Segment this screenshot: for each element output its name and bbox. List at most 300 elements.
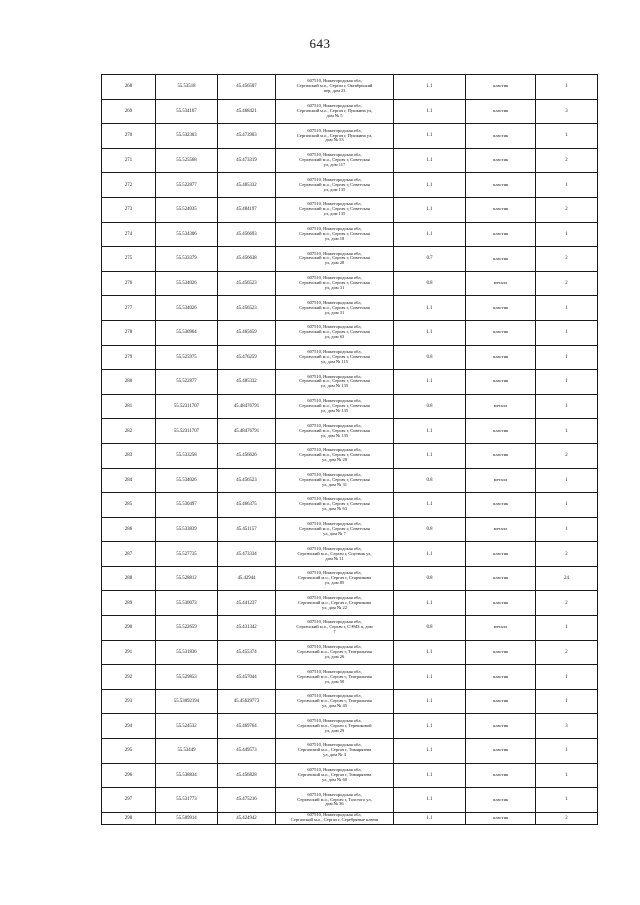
table-row [102, 468, 598, 493]
table-row [102, 148, 598, 173]
cell-material: пластик [466, 493, 536, 518]
cell-volume: 0.8 [394, 394, 466, 419]
cell-address [276, 419, 394, 444]
cell-longitude: 45.466375 [218, 493, 276, 518]
cell-number: 271 [102, 148, 156, 173]
cell-count: 1 [536, 173, 598, 198]
address-line: 607510, Нижегородская обл, [307, 767, 362, 773]
cell-address [276, 296, 394, 321]
cell-latitude: 55.524035 [156, 197, 218, 222]
table-body [102, 75, 598, 825]
address-line: Сергачский м.о., Сергач г, Советская [299, 427, 370, 433]
cell-material: пластик [466, 99, 536, 124]
cell-material: пластик [466, 247, 536, 272]
address-line: 607510, Нижегородская обл, [307, 594, 362, 600]
cell-count: 2 [536, 640, 598, 665]
address-line: 607510, Нижегородская обл, [307, 78, 362, 84]
address-line: Сергачский м.о., Сергач г, Советская [299, 378, 370, 384]
cell-latitude: 55.527735 [156, 542, 218, 567]
table-row [102, 419, 598, 444]
cell-longitude: 45.456523 [218, 296, 276, 321]
page-number: 643 [309, 36, 331, 51]
cell-address [276, 75, 394, 100]
cell-number: 291 [102, 640, 156, 665]
cell-number: 297 [102, 788, 156, 813]
cell-volume: 1.1 [394, 788, 466, 813]
table-row [102, 443, 598, 468]
address-line: Сергачский м.о., Сергач г, Театральная [297, 698, 372, 704]
cell-address [276, 99, 394, 124]
cell-longitude: 45.48476791 [218, 394, 276, 419]
cell-volume: 0.8 [394, 517, 466, 542]
table-row [102, 763, 598, 788]
cell-longitude: 45.441237 [218, 591, 276, 616]
table-row [102, 173, 598, 198]
cell-longitude: 45.475216 [218, 788, 276, 813]
table-row [102, 517, 598, 542]
address-line: ул, дом 135 [323, 211, 346, 217]
address-line: Сергачский м.о., Сергач г, Пушкина ул, [296, 107, 373, 113]
table-row [102, 247, 598, 272]
address-line: 607510, Нижегородская обл, [307, 570, 362, 576]
cell-volume: 1.1 [394, 419, 466, 444]
cell-material: пластик [466, 665, 536, 690]
address-line: 607510, Нижегородская обл, [307, 373, 362, 379]
cell-address [276, 247, 394, 272]
address-line: Сергачский м.о., Сергач г, Советская [299, 526, 370, 532]
cell-count: 2 [536, 591, 598, 616]
cell-longitude: 45.456523 [218, 468, 276, 493]
cell-material: пластик [466, 640, 536, 665]
cell-volume: 0.7 [394, 247, 466, 272]
cell-volume: 1.1 [394, 124, 466, 149]
cell-latitude: 55.531836 [156, 640, 218, 665]
cell-volume: 1.1 [394, 148, 466, 173]
table-row [102, 75, 598, 100]
cell-volume: 0.8 [394, 271, 466, 296]
address-line: 607510, Нижегородская обл, [307, 447, 362, 453]
cell-latitude: 55.529853 [156, 665, 218, 690]
cell-number: 275 [102, 247, 156, 272]
table-row [102, 616, 598, 641]
cell-longitude: 45.473319 [218, 148, 276, 173]
address-line: Сергачский м.о., Сергач г, Советская [299, 403, 370, 409]
cell-material: пластик [466, 812, 536, 824]
cell-volume: 1.1 [394, 763, 466, 788]
address-line: ул, дом 26 [324, 653, 345, 659]
address-line: ул, дом № 135 [320, 432, 349, 438]
address-line: Сергачский м.о., Сергач г, Театральная [297, 673, 372, 679]
address-line: Сергачский м.о., Сергач г, Тимирязева [297, 771, 372, 777]
cell-latitude: 55.534107 [156, 99, 218, 124]
cell-count: 1 [536, 468, 598, 493]
cell-address [276, 370, 394, 395]
cell-latitude: 55.509914 [156, 812, 218, 824]
cell-longitude: 45.465659 [218, 320, 276, 345]
table-row [102, 812, 598, 824]
cell-count: 1 [536, 763, 598, 788]
cell-longitude: 45.424942 [218, 812, 276, 824]
cell-count: 1 [536, 689, 598, 714]
table-row [102, 640, 598, 665]
address-line: дом № 36 [325, 801, 344, 807]
cell-number: 287 [102, 542, 156, 567]
register-table-wrapper [101, 74, 597, 825]
address-line: ул, дом 29 [324, 727, 345, 733]
address-line: 607510, Нижегородская обл, [307, 545, 362, 551]
address-line: Сергачский м.о., Сергач г, Театральная [297, 648, 372, 654]
address-line: ул, дом 31 [324, 285, 345, 291]
table-row [102, 296, 598, 321]
address-line: ул, дом № 63 [322, 506, 347, 512]
address-line: Сергачский м.о., Сергач г, Советская [299, 476, 370, 482]
cell-number: 286 [102, 517, 156, 542]
address-line: 607510, Нижегородская обл, [307, 471, 362, 477]
address-line: Сергачский м.о., Сергач г, Старчикова [298, 599, 371, 605]
address-line: Сергачский м.о., Сергач г, Советская [299, 329, 370, 335]
table-row [102, 124, 598, 149]
cell-number: 273 [102, 197, 156, 222]
cell-longitude: 45.457044 [218, 665, 276, 690]
cell-material: пластик [466, 714, 536, 739]
address-line: Сергачский м.о., Сергач г, Старчикова [298, 575, 371, 581]
cell-number: 277 [102, 296, 156, 321]
cell-count: 1 [536, 493, 598, 518]
address-line: 607510, Нижегородская обл, [307, 791, 362, 797]
cell-latitude: 55.530073 [156, 591, 218, 616]
address-line: ул, дом № 22 [322, 604, 347, 610]
cell-latitude: 55.52311707 [156, 394, 218, 419]
cell-longitude: 45.476259 [218, 345, 276, 370]
cell-material: пластик [466, 296, 536, 321]
address-line: ул, дом 117 [323, 162, 346, 168]
cell-address [276, 517, 394, 542]
cell-volume: 0.8 [394, 616, 466, 641]
register-table [101, 74, 598, 825]
table-row [102, 665, 598, 690]
address-line: Сергачский м.о., Сергач г, Советская [299, 157, 370, 163]
cell-volume: 1.1 [394, 75, 466, 100]
cell-number: 280 [102, 370, 156, 395]
cell-number: 293 [102, 689, 156, 714]
cell-count: 3 [536, 99, 598, 124]
address-line: 607510, Нижегородская обл, [307, 127, 362, 133]
address-line: 607510, Нижегородская обл, [307, 102, 362, 108]
cell-volume: 1.1 [394, 689, 466, 714]
address-line: 7 [333, 629, 336, 635]
cell-number: 295 [102, 739, 156, 764]
cell-latitude: 55.522659 [156, 616, 218, 641]
table-row [102, 197, 598, 222]
address-line: Сергачский м.о., Сергач г, Тимирязева [297, 747, 372, 753]
address-line: 607510, Нижегородская обл, [307, 422, 362, 428]
address-line: Сергачский м.о., Сергач г, Советская [299, 304, 370, 310]
cell-latitude: 55.524532 [156, 714, 218, 739]
address-line: ул, дом № 7 [323, 530, 346, 536]
cell-address [276, 714, 394, 739]
cell-count: 1 [536, 345, 598, 370]
cell-number: 283 [102, 443, 156, 468]
cell-volume: 1.1 [394, 443, 466, 468]
address-line: 607510, Нижегородская обл, [307, 521, 362, 527]
cell-count: 1 [536, 124, 598, 149]
cell-number: 279 [102, 345, 156, 370]
address-line: ул, дом 18 [324, 235, 345, 241]
cell-address [276, 345, 394, 370]
cell-longitude: 45.485332 [218, 370, 276, 395]
cell-number: 269 [102, 99, 156, 124]
cell-material: пластик [466, 320, 536, 345]
cell-volume: 0.8 [394, 345, 466, 370]
cell-count: 1 [536, 75, 598, 100]
address-line: дом № 11 [325, 555, 344, 561]
cell-address [276, 197, 394, 222]
cell-latitude: 55.52311707 [156, 419, 218, 444]
cell-count: 1 [536, 665, 598, 690]
cell-material: пластик [466, 689, 536, 714]
cell-material: пластик [466, 419, 536, 444]
cell-material: пластик [466, 148, 536, 173]
address-line: Сергачский м.о., Сергач г, Советская [299, 353, 370, 359]
cell-material: металл [466, 394, 536, 419]
table-row [102, 542, 598, 567]
address-line: ул, дом № 28 [322, 457, 347, 463]
cell-volume: 0.8 [394, 566, 466, 591]
cell-count: 1 [536, 320, 598, 345]
cell-number: 278 [102, 320, 156, 345]
cell-volume: 1.1 [394, 320, 466, 345]
cell-longitude: 45.42944 [218, 566, 276, 591]
cell-volume: 1.1 [394, 370, 466, 395]
cell-material: пластик [466, 124, 536, 149]
cell-longitude: 45.48476791 [218, 419, 276, 444]
cell-number: 281 [102, 394, 156, 419]
table-row [102, 788, 598, 813]
cell-longitude: 45.449573 [218, 739, 276, 764]
cell-number: 288 [102, 566, 156, 591]
cell-latitude: 55.522877 [156, 173, 218, 198]
address-line: Сергачский м.о., Сергач г, СЭМЗ п, дом [296, 624, 373, 630]
table-row [102, 370, 598, 395]
cell-address [276, 148, 394, 173]
address-line: ул, дом № 45 [322, 703, 347, 709]
cell-material: металл [466, 468, 536, 493]
cell-material: металл [466, 271, 536, 296]
address-line: 607510, Нижегородская обл, [307, 225, 362, 231]
cell-longitude: 45.431342 [218, 616, 276, 641]
cell-address [276, 394, 394, 419]
cell-number: 270 [102, 124, 156, 149]
cell-latitude: 55.534026 [156, 271, 218, 296]
cell-longitude: 45.468421 [218, 99, 276, 124]
address-line: Сергачский м.о., Сергач г, Терешковой [297, 722, 372, 728]
cell-count: 1 [536, 739, 598, 764]
cell-address [276, 739, 394, 764]
cell-address [276, 616, 394, 641]
cell-address [276, 271, 394, 296]
address-line: дом № 5 [326, 112, 343, 118]
cell-material: пластик [466, 370, 536, 395]
cell-longitude: 45.484197 [218, 197, 276, 222]
cell-latitude: 55.531773 [156, 788, 218, 813]
cell-latitude: 55.522877 [156, 370, 218, 395]
address-line: Сергачский м.о., Сергач г, Октябрьский [296, 83, 373, 89]
cell-count: 1 [536, 370, 598, 395]
address-line: 607510, Нижегородская обл, [307, 275, 362, 281]
cell-latitude: 55.534026 [156, 468, 218, 493]
cell-material: пластик [466, 763, 536, 788]
cell-material: пластик [466, 542, 536, 567]
cell-count: 2 [536, 542, 598, 567]
address-line: Сергачский м.о., Сергач г, Толстого ул, [297, 796, 372, 802]
cell-material: пластик [466, 566, 536, 591]
cell-longitude: 45.473903 [218, 124, 276, 149]
cell-number: 296 [102, 763, 156, 788]
cell-number: 289 [102, 591, 156, 616]
address-line: Сергачский м.о., Сергач г, Советская [299, 206, 370, 212]
address-line: ул, дом 63 [324, 334, 345, 340]
address-line: Сергачский м.о., Сергач г, Советская [299, 181, 370, 187]
cell-count: 2 [536, 443, 598, 468]
address-line: ул, дом 85 [324, 580, 345, 586]
table-row [102, 271, 598, 296]
cell-volume: 1.1 [394, 640, 466, 665]
address-line: 607510, Нижегородская обл, [307, 644, 362, 650]
address-line: ул, дом 50 [324, 678, 345, 684]
cell-volume: 1.1 [394, 591, 466, 616]
cell-address [276, 493, 394, 518]
cell-longitude: 45.456693 [218, 222, 276, 247]
cell-longitude: 45.469764 [218, 714, 276, 739]
table-row [102, 320, 598, 345]
address-line: Сергачский м.о., Сергач г, Пушкина ул, [296, 132, 373, 138]
cell-longitude: 45.456523 [218, 271, 276, 296]
table-row [102, 222, 598, 247]
cell-longitude: 45.456507 [218, 75, 276, 100]
cell-number: 276 [102, 271, 156, 296]
cell-volume: 1.1 [394, 197, 466, 222]
address-line: ул, дом № 60 [322, 776, 347, 782]
address-line: 607510, Нижегородская обл, [307, 348, 362, 354]
table-row [102, 345, 598, 370]
address-line: ул, дом № 31 [322, 481, 347, 487]
address-line: 607510, Нижегородская обл, [307, 324, 362, 330]
cell-volume: 0.8 [394, 468, 466, 493]
address-line: 607510, Нижегородская обл, [307, 496, 362, 502]
cell-count: 2 [536, 271, 598, 296]
cell-address [276, 788, 394, 813]
cell-count: 2 [536, 197, 598, 222]
address-line: 607510, Нижегородская обл, [307, 201, 362, 207]
cell-material: пластик [466, 443, 536, 468]
address-line: 607510, Нижегородская обл, [307, 693, 362, 699]
cell-latitude: 55.525975 [156, 345, 218, 370]
cell-number: 268 [102, 75, 156, 100]
cell-address [276, 640, 394, 665]
cell-volume: 1.1 [394, 222, 466, 247]
cell-longitude: 45.456828 [218, 763, 276, 788]
cell-number: 290 [102, 616, 156, 641]
address-line: 607510, Нижегородская обл, [307, 619, 362, 625]
address-line: Сергачский м.о., Сергач г, Советская [299, 255, 370, 261]
address-line: Сергачский м.о., Сергач г, Советская [299, 280, 370, 286]
address-line: Сергачский м.о., Сергач г, Советская [299, 230, 370, 236]
cell-number: 294 [102, 714, 156, 739]
cell-latitude: 55.530964 [156, 320, 218, 345]
cell-volume: 1.1 [394, 714, 466, 739]
cell-longitude: 45.45629773 [218, 689, 276, 714]
cell-latitude: 55.534026 [156, 296, 218, 321]
cell-latitude: 55.53449 [156, 739, 218, 764]
cell-address [276, 763, 394, 788]
address-line: 607510, Нижегородская обл, [307, 812, 362, 818]
address-line: ул, дом № 115 [321, 358, 348, 364]
address-line: 607510, Нижегородская обл, [307, 176, 362, 182]
cell-longitude: 45.473334 [218, 542, 276, 567]
cell-latitude: 55.533258 [156, 443, 218, 468]
table-row [102, 566, 598, 591]
cell-volume: 1.1 [394, 665, 466, 690]
cell-count: 1 [536, 296, 598, 321]
cell-number: 292 [102, 665, 156, 690]
cell-count: 1 [536, 616, 598, 641]
address-line: 607510, Нижегородская обл, [307, 152, 362, 158]
cell-address [276, 320, 394, 345]
address-line: пер, дом 23 [323, 88, 346, 94]
cell-latitude: 55.530497 [156, 493, 218, 518]
cell-latitude: 55.532303 [156, 124, 218, 149]
table-row [102, 689, 598, 714]
cell-number: 298 [102, 812, 156, 824]
address-line: Сергачский м.о., Сергач г, Серебряные ключи [290, 817, 379, 823]
address-line: 607510, Нижегородская обл, [307, 299, 362, 305]
cell-address [276, 689, 394, 714]
address-line: дом № 53 [325, 137, 344, 143]
address-line: 607510, Нижегородская обл, [307, 742, 362, 748]
cell-volume: 1.1 [394, 739, 466, 764]
cell-material: пластик [466, 739, 536, 764]
cell-number: 285 [102, 493, 156, 518]
cell-material: пластик [466, 591, 536, 616]
cell-material: пластик [466, 75, 536, 100]
cell-address [276, 222, 394, 247]
cell-latitude: 55.53092194 [156, 689, 218, 714]
cell-volume: 1.1 [394, 99, 466, 124]
address-line: 607510, Нижегородская обл, [307, 668, 362, 674]
address-line: ул, дом № 4 [323, 752, 346, 758]
address-line: Сергачский м.о., Сергач г, Спутник ул, [297, 550, 372, 556]
cell-material: пластик [466, 222, 536, 247]
cell-latitude: 55.53518 [156, 75, 218, 100]
cell-latitude: 55.528812 [156, 566, 218, 591]
cell-address [276, 812, 394, 824]
cell-volume: 1.1 [394, 493, 466, 518]
cell-latitude: 55.525568 [156, 148, 218, 173]
table-row [102, 739, 598, 764]
cell-volume: 1.1 [394, 542, 466, 567]
cell-material: пластик [466, 345, 536, 370]
cell-count: 24 [536, 566, 598, 591]
table-row [102, 99, 598, 124]
table-row [102, 714, 598, 739]
table-row [102, 394, 598, 419]
cell-number: 284 [102, 468, 156, 493]
cell-number: 282 [102, 419, 156, 444]
cell-address [276, 542, 394, 567]
table-row [102, 591, 598, 616]
address-line: 607510, Нижегородская обл, [307, 717, 362, 723]
cell-latitude: 55.533379 [156, 247, 218, 272]
